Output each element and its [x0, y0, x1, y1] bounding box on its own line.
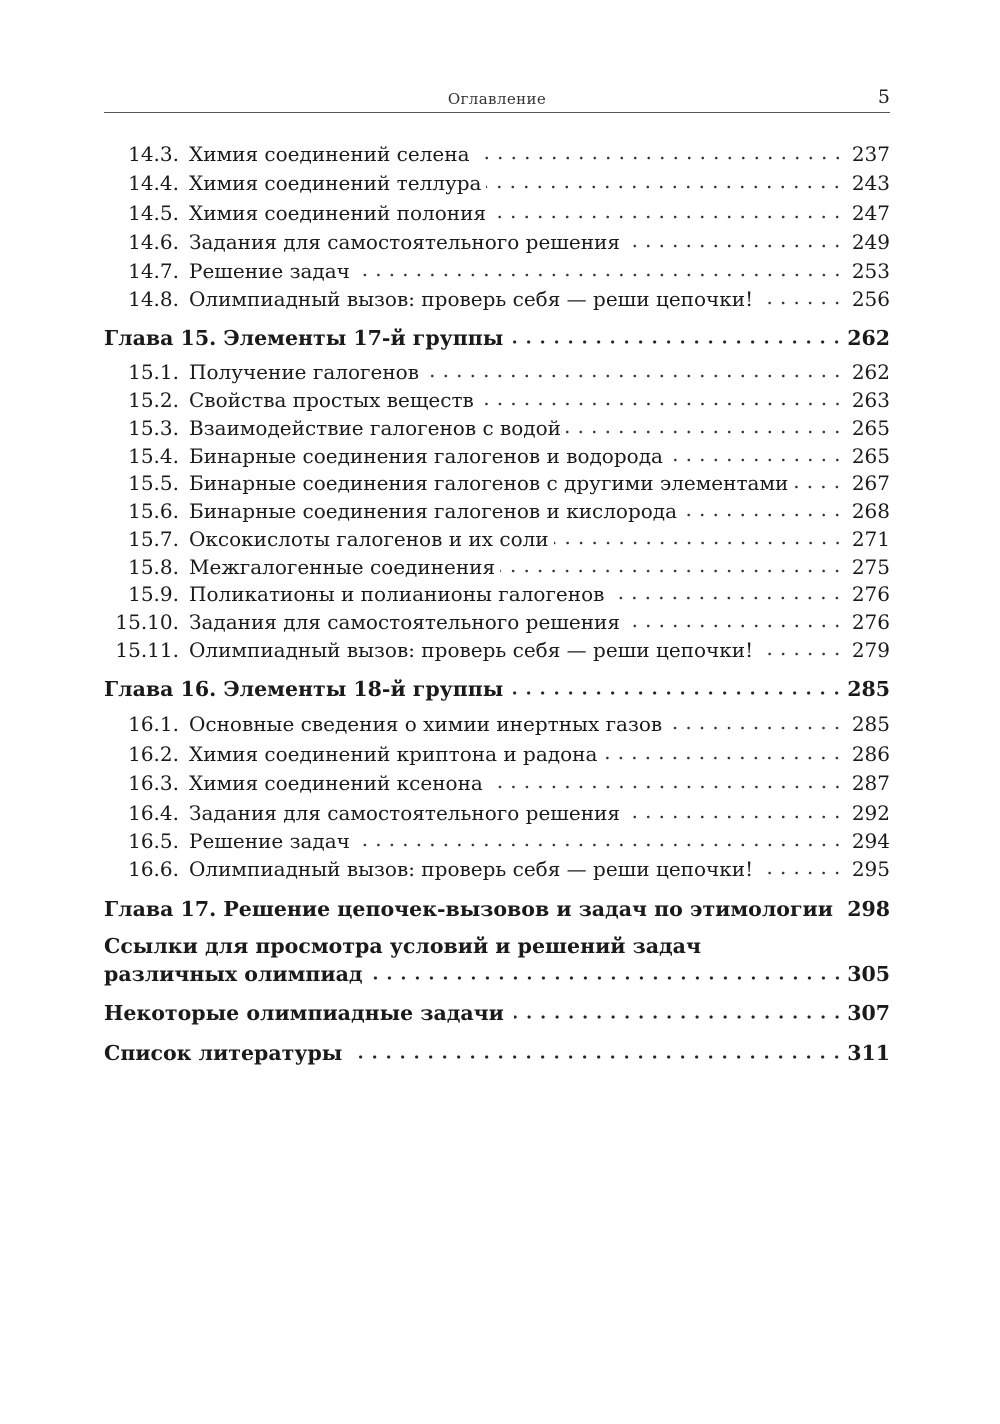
toc-entry-number: 15.11.	[115, 638, 179, 662]
running-head-title: Оглавление	[447, 90, 547, 108]
dot-leader	[682, 513, 844, 517]
toc-entry-page: 271	[851, 527, 890, 551]
toc-entry-page: 294	[851, 829, 890, 853]
toc-entry-title: Химия соединений полония	[189, 201, 487, 225]
toc-entry-title: Бинарные соединения галогенов и водорода	[189, 444, 663, 468]
dot-leader	[479, 402, 844, 406]
toc-entry-number: 16.6.	[128, 857, 179, 881]
toc-entry-page: 292	[851, 801, 890, 825]
dot-leader	[355, 843, 844, 847]
dot-leader	[554, 541, 844, 545]
dot-leader	[566, 430, 844, 434]
toc-chapter-title: Глава 17. Решение цепочек-вызовов и задач по этимологии	[104, 897, 833, 921]
toc-entry-14-4[interactable]	[104, 167, 890, 195]
dot-leader	[513, 691, 844, 695]
toc-entry-15-9[interactable]	[104, 578, 890, 606]
toc-entry-page: 237	[851, 142, 890, 166]
toc-entry-title: Взаимодействие галогенов с водой	[189, 416, 561, 440]
toc-entry-title: Задания для самостоятельного решения	[189, 230, 620, 254]
toc-entry-page: 285	[851, 712, 890, 736]
dot-leader	[758, 301, 844, 305]
toc-bibliography-title: Список литературы	[104, 1041, 343, 1065]
toc-chapter-15[interactable]	[104, 322, 890, 350]
toc-entry-page: 265	[851, 416, 890, 440]
toc-entry-title: Бинарные соединения галогенов с другими элементами	[189, 471, 789, 495]
toc-entry-number: 16.3.	[128, 771, 179, 795]
toc-entry-14-7[interactable]	[104, 255, 890, 283]
dot-leader	[625, 815, 844, 819]
toc-entry-number: 16.4.	[128, 801, 179, 825]
toc-entry-title: Химия соединений селена	[189, 142, 470, 166]
dot-leader	[758, 871, 844, 875]
toc-links-title-line1: Ссылки для просмотра условий и решений задач	[104, 934, 701, 958]
toc-entry-title: Межгалогенные соединения	[189, 555, 496, 579]
toc-bibliography[interactable]	[104, 1037, 890, 1065]
toc-links-page: 305	[847, 962, 890, 986]
toc-entry-number: 15.10.	[115, 610, 179, 634]
toc-entry-page: 279	[851, 638, 890, 662]
dot-leader	[667, 726, 844, 730]
toc-entry-page: 247	[851, 201, 890, 225]
toc-entry-15-10[interactable]	[104, 606, 890, 634]
toc-links-heading-line2[interactable]	[104, 958, 890, 986]
toc-entry-16-1[interactable]	[104, 708, 890, 736]
toc-chapter-page: 285	[847, 677, 890, 701]
toc-entry-16-4[interactable]	[104, 797, 890, 825]
toc-some-problems[interactable]	[104, 997, 890, 1025]
toc-chapter-page: 298	[847, 897, 890, 921]
toc-entry-title: Основные сведения о химии инертных газов	[189, 712, 663, 736]
toc-entry-number: 15.2.	[128, 388, 179, 412]
toc-entry-number: 14.5.	[128, 201, 179, 225]
toc-links-title-line2: различных олимпиад	[104, 962, 363, 986]
toc-entry-title: Решение задач	[189, 259, 350, 283]
toc-entry-number: 15.4.	[128, 444, 179, 468]
toc-entry-page: 249	[851, 230, 890, 254]
toc-entry-15-8[interactable]	[104, 551, 890, 579]
toc-entry-15-6[interactable]	[104, 495, 890, 523]
toc-entry-page: 256	[851, 287, 890, 311]
toc-entry-14-5[interactable]	[104, 197, 890, 225]
toc-entry-16-6[interactable]	[104, 853, 890, 881]
toc-entry-title: Поликатионы и полианионы галогенов	[189, 582, 605, 606]
toc-entry-number: 14.6.	[128, 230, 179, 254]
toc-entry-title: Задания для самостоятельного решения	[189, 610, 620, 634]
toc-entry-title: Задания для самостоятельного решения	[189, 801, 620, 825]
dot-leader	[602, 756, 844, 760]
dot-leader	[514, 1015, 844, 1019]
dot-leader	[491, 215, 844, 219]
toc-entry-14-3[interactable]	[104, 138, 890, 166]
toc-entry-title: Олимпиадный вызов: проверь себя — реши цепочки!	[189, 857, 754, 881]
toc-entry-16-5[interactable]	[104, 825, 890, 853]
toc-entry-page: 262	[851, 360, 890, 384]
dot-leader	[625, 624, 844, 628]
toc-entry-title: Свойства простых веществ	[189, 388, 474, 412]
dot-leader	[475, 156, 845, 160]
toc-entry-number: 14.7.	[128, 259, 179, 283]
toc-entry-page: 263	[851, 388, 890, 412]
toc-entry-number: 15.5.	[128, 471, 179, 495]
toc-chapter-page: 262	[847, 326, 890, 350]
toc-entry-title: Решение задач	[189, 829, 350, 853]
toc-entry-page: 253	[851, 259, 890, 283]
toc-entry-title: Оксокислоты галогенов и их соли	[189, 527, 549, 551]
toc-chapter-title: Глава 16. Элементы 18-й группы	[104, 677, 504, 701]
toc-entry-page: 265	[851, 444, 890, 468]
dot-leader	[668, 458, 844, 462]
dot-leader	[355, 273, 844, 277]
toc-entry-number: 15.8.	[128, 555, 179, 579]
dot-leader	[513, 340, 844, 344]
toc-entry-title: Олимпиадный вызов: проверь себя — реши цепочки!	[189, 287, 754, 311]
toc-entry-number: 16.1.	[128, 712, 179, 736]
toc-entry-number: 15.1.	[128, 360, 179, 384]
toc-entry-number: 16.5.	[128, 829, 179, 853]
toc-some-problems-title: Некоторые олимпиадные задачи	[104, 1001, 504, 1025]
toc-entry-15-11[interactable]	[104, 634, 890, 662]
toc-chapter-17[interactable]	[104, 893, 890, 921]
toc-entry-14-6[interactable]	[104, 226, 890, 254]
toc-chapter-title: Глава 15. Элементы 17-й группы	[104, 326, 504, 350]
toc-entry-page: 275	[851, 555, 890, 579]
toc-entry-title: Бинарные соединения галогенов и кислорода	[189, 499, 678, 523]
toc-entry-title: Химия соединений криптона и радона	[189, 742, 598, 766]
dot-leader	[486, 185, 844, 189]
dot-leader	[758, 652, 844, 656]
page-number: 5	[877, 86, 890, 108]
toc-entry-number: 15.6.	[128, 499, 179, 523]
toc-bibliography-page: 311	[847, 1041, 890, 1065]
dot-leader	[488, 785, 844, 789]
toc-entry-15-1[interactable]	[104, 356, 890, 384]
dot-leader	[625, 244, 844, 248]
toc-entry-16-2[interactable]	[104, 738, 890, 766]
toc-entry-number: 15.3.	[128, 416, 179, 440]
dot-leader	[373, 976, 844, 980]
toc-some-problems-page: 307	[847, 1001, 890, 1025]
toc-entry-16-3[interactable]	[104, 767, 890, 795]
toc-entry-number: 14.8.	[128, 287, 179, 311]
toc-entry-number: 16.2.	[128, 742, 179, 766]
toc-entry-page: 287	[851, 771, 890, 795]
toc-entry-page: 268	[851, 499, 890, 523]
toc-entry-title: Олимпиадный вызов: проверь себя — реши цепочки!	[189, 638, 754, 662]
toc-entry-page: 286	[851, 742, 890, 766]
toc-entry-number: 14.3.	[128, 142, 179, 166]
toc-entry-15-5[interactable]	[104, 467, 890, 495]
toc-entry-title: Получение галогенов	[189, 360, 419, 384]
toc-entry-15-3[interactable]	[104, 412, 890, 440]
toc-entry-title: Химия соединений ксенона	[189, 771, 483, 795]
toc-entry-number: 14.4.	[128, 171, 179, 195]
toc-links-heading-line1[interactable]	[104, 930, 890, 958]
toc-entry-number: 15.9.	[128, 582, 179, 606]
toc-entry-15-7[interactable]	[104, 523, 890, 551]
toc-entry-page: 276	[851, 582, 890, 606]
toc-entry-15-4[interactable]	[104, 440, 890, 468]
toc-entry-number: 15.7.	[128, 527, 179, 551]
dot-leader	[424, 374, 844, 378]
toc-entry-15-2[interactable]	[104, 384, 890, 412]
toc-entry-page: 276	[851, 610, 890, 634]
toc-entry-page: 243	[851, 171, 890, 195]
toc-entry-page: 267	[851, 471, 890, 495]
toc-entry-14-8[interactable]	[104, 283, 890, 311]
toc-chapter-16[interactable]	[104, 673, 890, 701]
dot-leader	[793, 485, 844, 489]
toc-entry-page: 295	[851, 857, 890, 881]
toc-entry-title: Химия соединений теллура	[189, 171, 482, 195]
dot-leader	[500, 569, 844, 573]
dot-leader	[609, 596, 844, 600]
dot-leader	[352, 1055, 844, 1059]
